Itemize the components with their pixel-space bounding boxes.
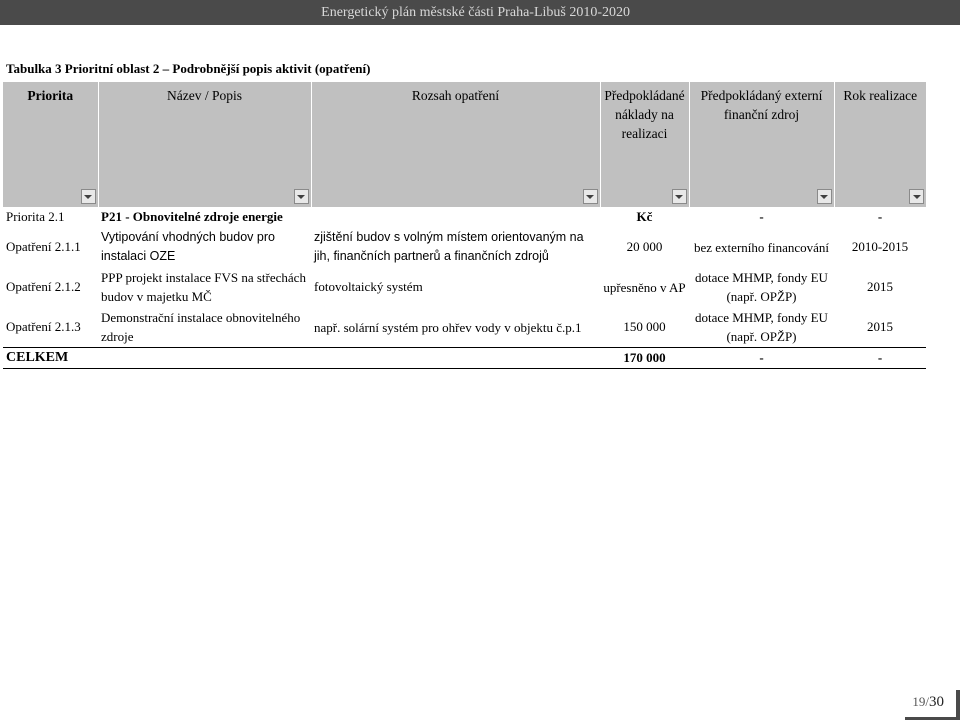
table-row	[3, 307, 926, 348]
dropdown-arrow-icon	[675, 195, 683, 199]
document-title: Energetický plán městské části Praha-Libuš 2010-2020	[321, 5, 630, 20]
total-cost: 170 000	[600, 348, 689, 369]
table-caption: Tabulka 3 Prioritní oblast 2 – Podrobnější popis aktivit (opatření)	[6, 61, 371, 76]
measure-cost: upřesněno v AP	[603, 279, 686, 295]
page-current: 19/	[912, 694, 929, 709]
priority-row	[3, 207, 926, 227]
col-header-rok: Rok realizace	[834, 82, 926, 207]
total-label: CELKEM	[3, 348, 600, 369]
col-header-nazev: Název / Popis	[98, 82, 311, 207]
measure-name: Demonstrační instalace obnovitelného zdroje	[101, 310, 301, 344]
measure-funding: dotace MHMP, fondy EU (např. OPŽP)	[695, 310, 828, 344]
dropdown-arrow-icon	[820, 195, 828, 199]
col-header-priorita: Priorita	[3, 82, 98, 207]
measure-code: Opatření 2.1.1	[6, 239, 81, 254]
measures-table	[3, 82, 926, 369]
measure-year: 2015	[867, 279, 893, 294]
unit-zdroj: -	[759, 209, 764, 224]
dropdown-arrow-icon	[84, 195, 92, 199]
col-header-rozsah: Rozsah opatření	[311, 82, 600, 207]
filter-dropdown-priorita[interactable]	[81, 189, 96, 204]
table-row	[3, 227, 926, 267]
measure-cost: 150 000	[623, 319, 666, 334]
filter-dropdown-nazev[interactable]	[294, 189, 309, 204]
page-total: 30	[929, 694, 944, 710]
total-row	[3, 348, 926, 369]
measure-funding: bez externího financování	[694, 239, 829, 255]
measure-cost: 20 000	[626, 239, 663, 254]
priority-name: P21 - Obnovitelné zdroje energie	[101, 209, 283, 224]
page-number	[912, 694, 944, 711]
measure-name: Vytipování vhodných budov pro instalaci OZE	[101, 230, 275, 263]
header-row	[3, 82, 926, 207]
table-row	[3, 267, 926, 307]
measure-year: 2010-2015	[851, 239, 909, 254]
measure-scope: fotovoltaický systém	[314, 279, 423, 294]
filter-dropdown-rok[interactable]	[909, 189, 924, 204]
measure-scope: např. solární systém pro ohřev vody v objektu č.p.1	[314, 319, 582, 335]
unit-rok: -	[877, 209, 883, 224]
dropdown-arrow-icon	[586, 195, 594, 199]
filter-dropdown-zdroj[interactable]	[817, 189, 832, 204]
measure-code: Opatření 2.1.2	[6, 279, 81, 294]
dropdown-arrow-icon	[297, 195, 305, 199]
priority-code: Priorita 2.1	[6, 209, 65, 224]
dropdown-arrow-icon	[913, 195, 921, 199]
measure-code: Opatření 2.1.3	[6, 319, 81, 334]
filter-dropdown-naklady[interactable]	[672, 189, 687, 204]
document-header	[0, 0, 960, 25]
total-funding: -	[689, 348, 834, 369]
corner-rule-vertical	[956, 690, 960, 720]
col-header-zdroj: Předpokládaný externí finanční zdroj	[689, 82, 834, 207]
col-header-naklady: Předpokládané náklady na realizaci	[600, 82, 689, 207]
measure-name: PPP projekt instalace FVS na střechách budov v majetku MČ	[101, 270, 306, 304]
measure-funding: dotace MHMP, fondy EU (např. OPŽP)	[695, 270, 828, 304]
total-year: -	[834, 348, 926, 369]
measure-year: 2015	[867, 319, 893, 334]
filter-dropdown-rozsah[interactable]	[583, 189, 598, 204]
unit-naklady: Kč	[636, 209, 653, 224]
measure-scope: zjištění budov s volným místem orientovaným na jih, finančních partnerů a finančních zdrojů	[314, 230, 584, 263]
